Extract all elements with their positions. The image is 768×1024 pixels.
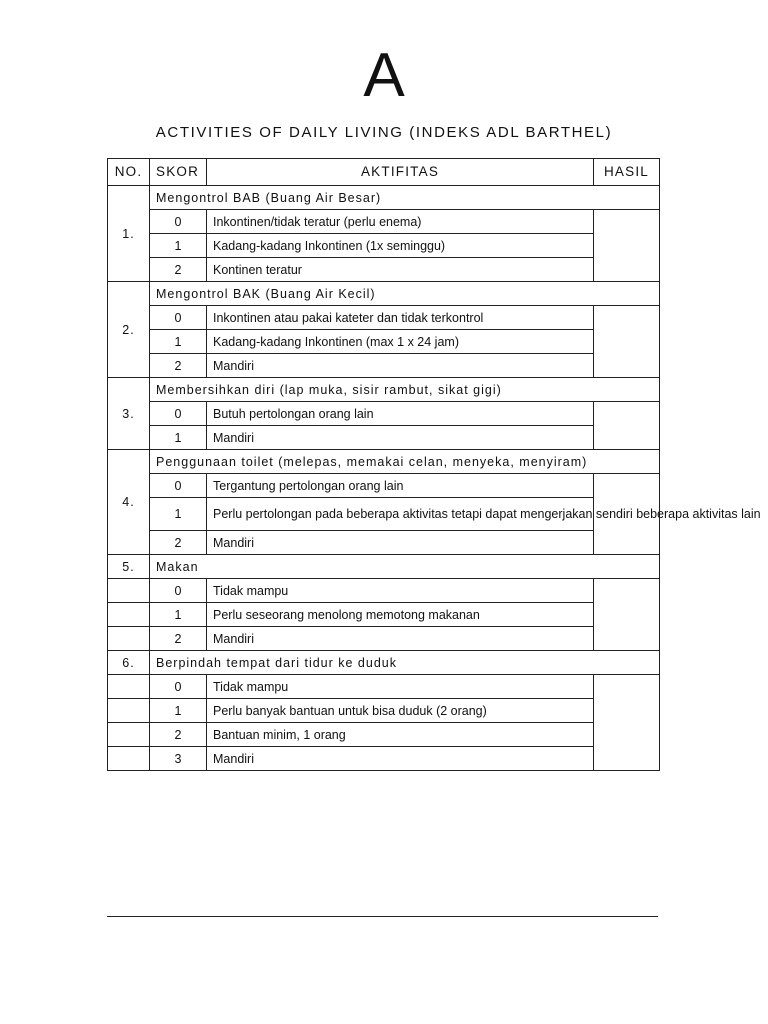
item-description: Tidak mampu	[207, 579, 594, 603]
table-row	[108, 474, 660, 498]
item-score: 2	[150, 723, 207, 747]
item-score: 3	[150, 747, 207, 771]
header-hasil: HASIL	[594, 159, 660, 186]
table-row	[108, 306, 660, 330]
empty-no-cell	[108, 675, 150, 699]
item-description: Tergantung pertolongan orang lain	[207, 474, 594, 498]
item-score: 1	[150, 234, 207, 258]
section-3-number: 3.	[108, 378, 150, 450]
section-4-number: 4.	[108, 450, 150, 555]
table-row	[108, 603, 660, 627]
item-description: Kadang-kadang Inkontinen (max 1 x 24 jam)	[207, 330, 594, 354]
item-score: 2	[150, 258, 207, 282]
empty-no-cell	[108, 699, 150, 723]
item-description: Perlu banyak bantuan untuk bisa duduk (2 orang)	[207, 699, 594, 723]
empty-no-cell	[108, 723, 150, 747]
item-description: Bantuan minim, 1 orang	[207, 723, 594, 747]
table-row	[108, 258, 660, 282]
item-score: 0	[150, 402, 207, 426]
section-1-title: Mengontrol BAB (Buang Air Besar)	[150, 186, 660, 210]
header-aktifitas: AKTIFITAS	[207, 159, 594, 186]
table-row	[108, 330, 660, 354]
item-description: Kontinen teratur	[207, 258, 594, 282]
item-description: Kadang-kadang Inkontinen (1x seminggu)	[207, 234, 594, 258]
table-row	[108, 675, 660, 699]
section-5-title-row	[108, 555, 660, 579]
empty-no-cell	[108, 579, 150, 603]
item-score: 2	[150, 354, 207, 378]
table-row	[108, 747, 660, 771]
item-score: 1	[150, 330, 207, 354]
item-description: Butuh pertolongan orang lain	[207, 402, 594, 426]
table-row	[108, 402, 660, 426]
page-letter: A	[363, 41, 405, 110]
table-row	[108, 723, 660, 747]
item-score: 1	[150, 603, 207, 627]
item-score: 0	[150, 579, 207, 603]
table-row	[108, 234, 660, 258]
item-description: Mandiri	[207, 747, 594, 771]
empty-no-cell	[108, 603, 150, 627]
section-3-hasil-cell[interactable]	[594, 402, 660, 450]
section-2-number: 2.	[108, 282, 150, 378]
item-score: 1	[150, 699, 207, 723]
item-score: 1	[150, 498, 207, 531]
table-row	[108, 699, 660, 723]
item-score: 2	[150, 627, 207, 651]
item-score: 1	[150, 426, 207, 450]
table-row	[108, 579, 660, 603]
item-score: 0	[150, 306, 207, 330]
item-description: Perlu seseorang menolong memotong makanan	[207, 603, 594, 627]
footer-rule	[107, 916, 658, 917]
item-score: 0	[150, 474, 207, 498]
header-skor: SKOR	[150, 159, 207, 186]
section-5-hasil-cell[interactable]	[594, 579, 660, 651]
table-row	[108, 627, 660, 651]
section-3-title: Membersihkan diri (lap muka, sisir rambut, sikat gigi)	[150, 378, 660, 402]
adl-barthel-table	[107, 158, 761, 771]
section-1-number: 1.	[108, 186, 150, 282]
item-description: Mandiri	[207, 627, 594, 651]
table-row	[108, 354, 660, 378]
item-score: 0	[150, 210, 207, 234]
section-6-hasil-cell[interactable]	[594, 675, 660, 771]
section-6-title-row	[108, 651, 660, 675]
table-row	[108, 426, 660, 450]
item-description: Mandiri	[207, 426, 594, 450]
section-1-title-row	[108, 186, 660, 210]
item-score: 2	[150, 531, 207, 555]
table-row	[108, 531, 660, 555]
empty-no-cell	[108, 747, 150, 771]
item-description: Tidak mampu	[207, 675, 594, 699]
section-6-number: 6.	[108, 651, 150, 675]
section-6-title: Berpindah tempat dari tidur ke duduk	[150, 651, 660, 675]
item-description: Inkontinen atau pakai kateter dan tidak terkontrol	[207, 306, 594, 330]
section-2-title: Mengontrol BAK (Buang Air Kecil)	[150, 282, 660, 306]
document-title: ACTIVITIES OF DAILY LIVING (INDEKS ADL BARTHEL)	[155, 124, 613, 141]
table-header-row	[108, 159, 660, 186]
empty-no-cell	[108, 627, 150, 651]
table-row	[108, 498, 660, 531]
section-2-title-row	[108, 282, 660, 306]
item-description: Perlu pertolongan pada beberapa aktivitas tetapi dapat mengerjakan sendiri beberapa aktivitas lain	[207, 498, 594, 531]
section-5-number: 5.	[108, 555, 150, 579]
table-row	[108, 210, 660, 234]
section-3-title-row	[108, 378, 660, 402]
section-4-title: Penggunaan toilet (melepas, memakai celan, menyeka, menyiram)	[150, 450, 660, 474]
item-description: Mandiri	[207, 354, 594, 378]
item-description: Inkontinen/tidak teratur (perlu enema)	[207, 210, 594, 234]
header-no: NO.	[108, 159, 150, 186]
section-4-title-row	[108, 450, 660, 474]
section-2-hasil-cell[interactable]	[594, 306, 660, 378]
section-1-hasil-cell[interactable]	[594, 210, 660, 282]
section-5-title: Makan	[150, 555, 660, 579]
item-description: Mandiri	[207, 531, 594, 555]
item-score: 0	[150, 675, 207, 699]
